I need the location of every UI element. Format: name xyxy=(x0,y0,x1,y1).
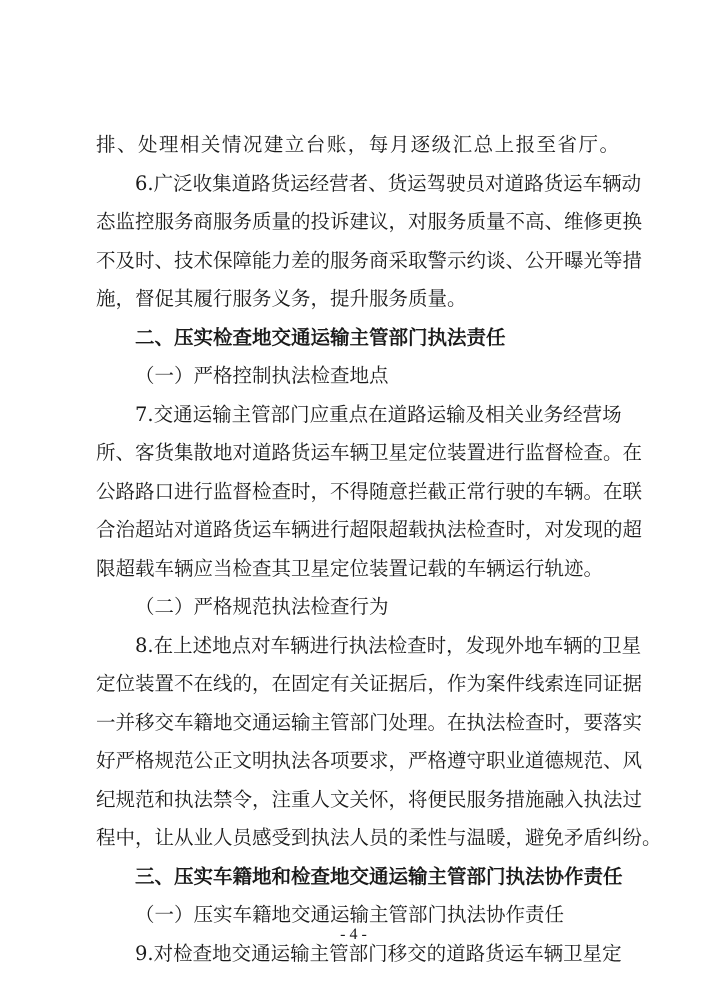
paragraph-line: 施，督促其履行服务义务，提升服务质量。 xyxy=(96,287,467,310)
paragraph-line: 定位装置不在线的，在固定有关证据后，作为案件线索连同证据 xyxy=(96,672,643,695)
paragraph-line: 态监控服务商服务质量的投诉建议，对服务质量不高、维修更换 xyxy=(96,210,643,233)
subsection-heading: （一）压实车籍地交通运输主管部门执法协作责任 xyxy=(135,903,565,926)
paragraph-line: 6.广泛收集道路货运经营者、货运驾驶员对道路货运车辆动 xyxy=(135,171,642,195)
subsection-heading: （二）严格规范执法检查行为 xyxy=(135,595,389,618)
paragraph-line: 8.在上述地点对车辆进行执法检查时，发现外地车辆的卫星 xyxy=(135,633,642,657)
paragraph-line: 限超载车辆应当检查其卫星定位装置记载的车辆运行轨迹。 xyxy=(96,556,604,580)
paragraph-line: 9.对检查地交通运输主管部门移交的道路货运车辆卫星定 xyxy=(135,941,622,965)
paragraph-line: 一并移交车籍地交通运输主管部门处理。在执法检查时，要落实 xyxy=(96,710,643,734)
paragraph-line: 合治超站对道路货运车辆进行超限超载执法检查时，对发现的超 xyxy=(96,518,643,541)
page-number: - 4 - xyxy=(340,926,367,943)
paragraph-line: 不及时、技术保障能力差的服务商采取警示约谈、公开曝光等措 xyxy=(96,248,643,272)
section-heading: 三、压实车籍地和检查地交通运输主管部门执法协作责任 xyxy=(135,864,623,888)
document-body xyxy=(96,126,662,973)
paragraph-line: 纪规范和执法禁令，注重人文关怀，将便民服务措施融入执法过 xyxy=(96,787,643,811)
subsection-heading: （一）严格控制执法检查地点 xyxy=(135,364,389,387)
paragraph-line: 程中，让从业人员感受到执法人员的柔性与温暖，避免矛盾纠纷。 xyxy=(96,826,662,849)
paragraph-line: 排、处理相关情况建立台账，每月逐级汇总上报至省厅。 xyxy=(96,133,619,156)
paragraph-line: 7.交通运输主管部门应重点在道路运输及相关业务经营场 xyxy=(135,402,622,426)
paragraph-line: 所、客货集散地对道路货运车辆卫星定位装置进行监督检查。在 xyxy=(96,441,643,464)
paragraph-line: 公路路口进行监督检查时，不得随意拦截正常行驶的车辆。在联 xyxy=(96,479,643,503)
paragraph-line: 好严格规范公正文明执法各项要求，严格遵守职业道德规范、风 xyxy=(96,749,643,772)
section-heading: 二、压实检查地交通运输主管部门执法责任 xyxy=(135,325,506,349)
